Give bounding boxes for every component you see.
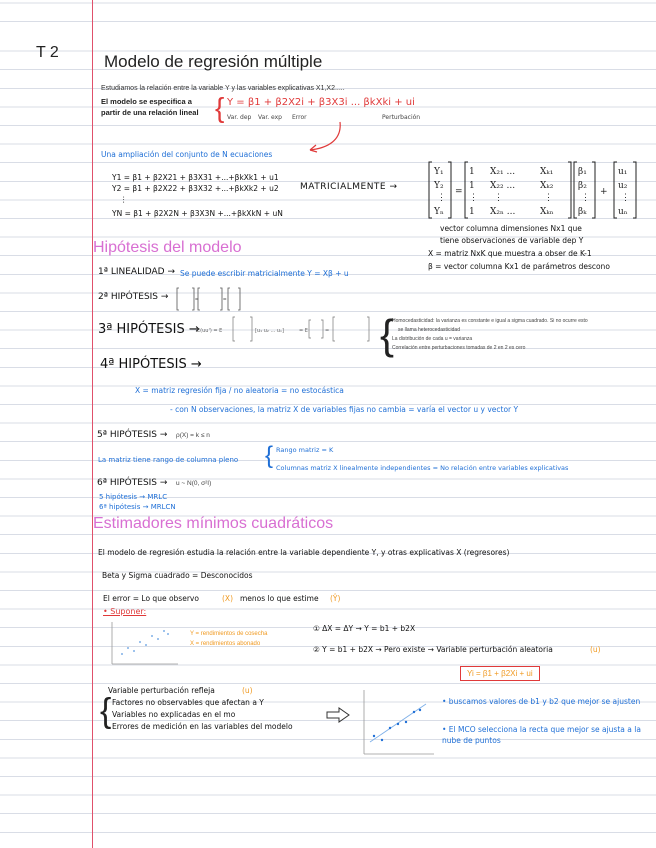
svg-text:⋮: ⋮ <box>494 193 503 203</box>
h5-brace: { <box>265 442 274 469</box>
equation-2: Y2 = β1 + β2X22 + β3X32 +...+βkXk2 + u2 <box>112 184 279 193</box>
hollow-arrow <box>325 706 351 724</box>
svg-text:+: + <box>600 187 608 197</box>
red-arrow <box>300 118 350 158</box>
h3-note-2: se llama heterocedasticidad <box>398 327 460 333</box>
h5-formula: ρ(X) = k ≤ n <box>176 432 210 439</box>
h6-label: 6ª HIPÓTESIS → <box>97 478 168 488</box>
h5-label: 5ª HIPÓTESIS → <box>97 430 168 440</box>
matrix-equation <box>428 160 650 220</box>
suponer-label: • Suponer: <box>103 607 147 616</box>
svg-text:1: 1 <box>469 167 475 177</box>
h6-formula: u ~ N(0, σ²I) <box>176 480 212 487</box>
summary-mrlc: 5 hipótesis → MRLC <box>99 493 168 501</box>
h2-matrix-sketch <box>176 286 246 312</box>
svg-text:=: = <box>325 328 330 334</box>
intro-spec-a: El modelo se especifica a <box>101 97 192 106</box>
svg-text:βₖ: βₖ <box>578 207 587 217</box>
perturbacion-item-1: Factores no observables que afectan a Y <box>112 698 264 707</box>
step-2-u: (u) <box>590 645 601 654</box>
svg-text:1: 1 <box>469 207 475 217</box>
perturbacion-title: Variable perturbación refleja <box>108 686 215 695</box>
model-equation-box: Yi = β1 + β2Xi + ui <box>460 666 540 681</box>
svg-text:Y₂: Y₂ <box>434 181 444 191</box>
h4-label: 4ª HIPÓTESIS → <box>100 357 202 372</box>
chart-note-1: Y = rendimientos de cosecha <box>190 631 268 637</box>
svg-text:=: = <box>455 187 463 197</box>
svg-text:uₙ: uₙ <box>618 207 628 217</box>
bullet-2: • El MCO selecciona la recta que mejor se ajusta a la nube de puntos <box>442 725 641 745</box>
estimadores-heading: Estimadores mínimos cuadráticos <box>93 515 334 532</box>
svg-text:⋮: ⋮ <box>621 193 630 203</box>
svg-text:Xₖₙ: Xₖₙ <box>540 207 554 217</box>
intro-brace: { <box>215 92 225 123</box>
svg-text:[u₁ u₂ ... uₙ]: [u₁ u₂ ... uₙ] <box>255 328 284 334</box>
equation-dots: ⋮ <box>120 195 128 204</box>
svg-text:=: = <box>223 297 227 303</box>
scatter-regression-sketch <box>360 688 436 758</box>
perturbacion-item-2: Variables no explicadas en el mo <box>112 710 236 719</box>
h1-label: 1ª LINEALIDAD → <box>98 267 176 277</box>
perturbacion-title-u: (u) <box>242 686 253 695</box>
svg-text:Yₙ: Yₙ <box>434 207 444 217</box>
h5-note-b: Columnas matriz X linealmente independientes = No relación entre variables explicativas <box>276 464 569 472</box>
svg-text:= E: = E <box>299 328 308 334</box>
page-title: Modelo de regresión múltiple <box>104 52 323 71</box>
error-text-a: El error = Lo que observo <box>103 594 199 603</box>
step-2: ② Y = b1 + b2X → Pero existe → Variable perturbación aleatoria <box>313 645 553 654</box>
chart-note-2: X = rendimientos abonado <box>190 641 261 647</box>
hipotesis-heading: Hipótesis del modelo <box>93 239 242 256</box>
matrix-note-1: vector columna dimensiones Nx1 que <box>440 224 582 233</box>
h1-text: Se puede escribir matricialmente Y = Xβ + u <box>180 269 349 278</box>
estimadores-line-1: El modelo de regresión estudia la relación entre la variable dependiente Y, y otras explicativas X (regresores) <box>98 548 510 557</box>
h4-line-2: - con N observaciones, la matriz X de variables fijas no cambia = varía el vector u y vector Y <box>170 405 519 414</box>
svg-text:β₁: β₁ <box>578 167 587 177</box>
estimadores-line-2: Beta y Sigma cuadrado = Desconocidos <box>102 571 253 580</box>
equation-n: YN = β1 + β2X2N + β3X3N +...+βkXkN + uN <box>112 209 283 218</box>
svg-text:Xₖ₂: Xₖ₂ <box>540 181 554 191</box>
perturbacion-item-3: Errores de medición en las variables del modelo <box>112 722 293 731</box>
h2-label: 2ª HIPÓTESIS → <box>98 292 169 302</box>
perturbacion-brace: { <box>100 692 112 730</box>
beta-vector-note: β = vector columna Kx1 de parámetros descono <box>428 262 610 271</box>
svg-text:u₁: u₁ <box>618 167 628 177</box>
summary-mrlcn: 6ª hipótesis → MRLCN <box>99 503 176 511</box>
svg-text:⋮: ⋮ <box>581 193 590 203</box>
margin-line <box>92 0 93 848</box>
error-text-b: (X) <box>222 594 233 603</box>
svg-text:Y₁: Y₁ <box>434 167 444 177</box>
h5-note-a: Rango matriz = K <box>276 446 334 454</box>
matrix-note-2: tiene observaciones de variable dep Y <box>440 236 584 245</box>
system-note: Una ampliación del conjunto de N ecuaciones <box>101 150 273 159</box>
formula-label-dep: Var. dep <box>227 114 252 121</box>
svg-text:⋮: ⋮ <box>544 193 553 203</box>
svg-text:⋮: ⋮ <box>469 193 478 203</box>
h5-blue-note: La matriz tiene rango de columna pleno <box>98 456 239 464</box>
h3-matrix-sketch <box>195 314 375 344</box>
bullet-1-a <box>442 697 640 706</box>
intro-spec-b: partir de una relación lineal <box>101 108 199 117</box>
equation-1: Y1 = β1 + β2X21 + β3X31 +...+βkXk1 + u1 <box>112 173 279 182</box>
error-text-c: menos lo que estime <box>240 594 319 603</box>
svg-text:u₂: u₂ <box>618 181 628 191</box>
matricial-label: MATRICIALMENTE → <box>300 182 398 192</box>
formula-label-exp: Var. exp <box>258 114 282 121</box>
intro-formula: Y = β1 + β2X2i + β3X3i ... βkXki + ui <box>227 97 415 108</box>
scatter-sketch-small <box>108 620 180 668</box>
formula-label-perturbacion: Perturbación <box>382 114 421 121</box>
svg-text:1: 1 <box>469 181 475 191</box>
page-tag: T 2 <box>36 44 59 61</box>
svg-text:Xₖ₁: Xₖ₁ <box>540 167 554 177</box>
h4-line-1: X = matriz regresión fija / no aleatoria = no estocástica <box>135 386 344 395</box>
svg-text:⋮: ⋮ <box>437 193 446 203</box>
error-text-d: (Ŷ) <box>330 594 341 603</box>
h3-brace: { <box>380 311 395 358</box>
h3-note-4: Correlación entre perturbaciones tomadas de 2 en 2 es cero <box>392 345 526 351</box>
svg-text:=: = <box>195 297 199 303</box>
svg-text:E(uu') = E: E(uu') = E <box>197 328 223 334</box>
intro-line: Estudiamos la relación entre la variable Y y las variables explicativas X1,X2..... <box>101 85 345 92</box>
bullet-2-wrap <box>442 724 652 746</box>
step-1: ① ΔX = ΔY → Y = b1 + b2X <box>313 624 416 633</box>
formula-label-error: Error <box>292 114 307 121</box>
svg-text:X₂₁ ...: X₂₁ ... <box>490 167 516 177</box>
svg-text:β₂: β₂ <box>578 181 587 191</box>
h3-note-1: Homocedasticidad: la varianza es constante e igual a sigma cuadrado. Si no ocurre esto <box>392 318 588 324</box>
h3-label: 3ª HIPÓTESIS → <box>98 322 200 337</box>
h3-note-3: La distribución de cada u = varianza <box>392 336 473 342</box>
x-matrix-note: X = matriz NxK que muestra a obser de K-1 <box>428 249 592 258</box>
svg-text:X₂₂ ...: X₂₂ ... <box>490 181 516 191</box>
svg-text:X₂ₙ ...: X₂ₙ ... <box>490 207 516 217</box>
bullet-1: • buscamos valores de b1 y b2 que mejor se ajusten <box>442 697 641 706</box>
